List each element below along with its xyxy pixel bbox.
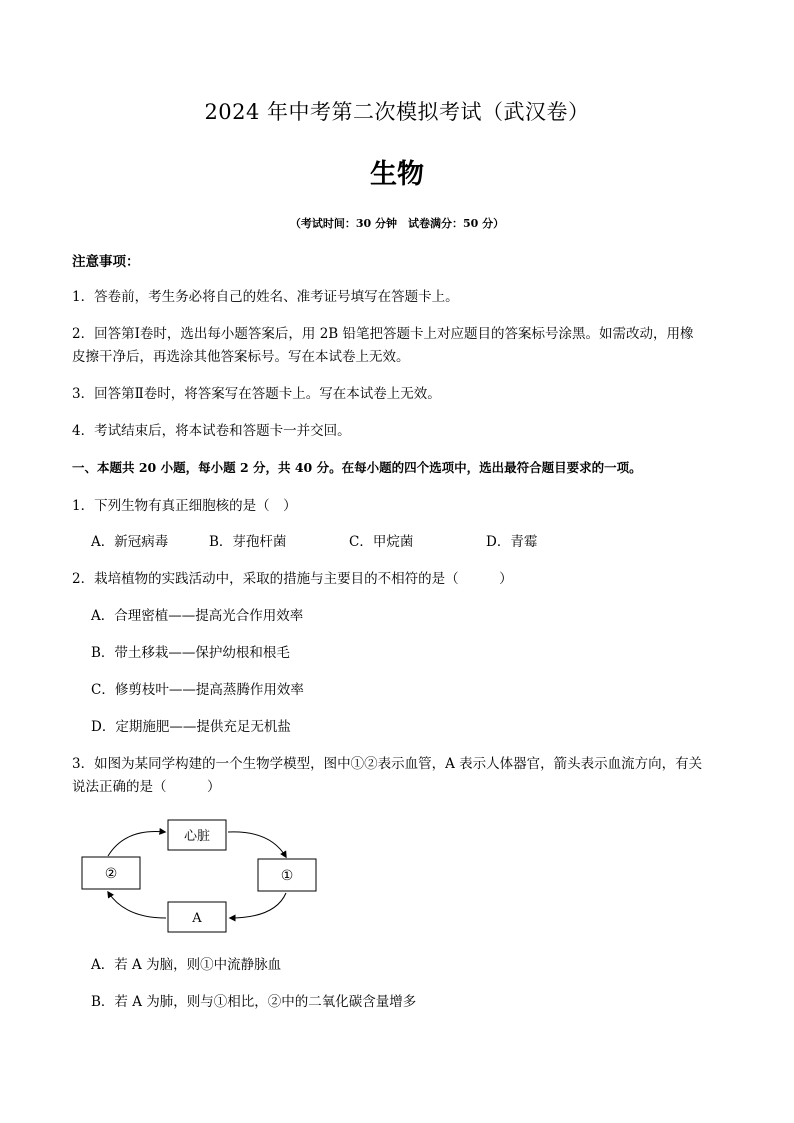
q1-stem: 1．下列生物有真正细胞核的是（ ） [72,498,297,514]
organ-a-label: A [192,911,202,926]
q3-stem-line2: 说法正确的是（ ） [72,779,221,795]
vessel-2-label: ② [104,866,118,882]
q2-option-b: B．带土移栽——保护幼根和根毛 [91,645,290,661]
q3-option-a: A．若 A 为脑，则①中流静脉血 [91,957,282,973]
note-item-2-cont: 皮擦干净后，再选涂其他答案标号。写在本试卷上无效。 [72,349,410,365]
q1-option-b: B．芽孢杆菌 [209,534,287,550]
q2-option-a: A．合理密植——提高光合作用效率 [91,608,304,624]
note-item-1: 1．答卷前，考生务必将自己的姓名、准考证号填写在答题卡上。 [72,289,459,305]
vessel-1-label: ① [280,868,294,884]
q2-option-c: C．修剪枝叶——提高蒸腾作用效率 [91,682,304,698]
arrow-vessel2-to-heart [108,832,165,857]
heart-label: 心脏 [183,829,211,844]
section-one-heading: 一、本题共 20 小题，每小题 2 分，共 40 分。在每小题的四个选项中，选出最符合题目要求的一项。 [72,460,642,475]
notes-heading: 注意事项： [72,254,140,270]
note-item-4: 4．考试结束后，将本试卷和答题卡一并交回。 [72,423,351,439]
q1-option-c: C．甲烷菌 [349,534,414,550]
exam-time-note: （考试时间：30 分钟 试卷满分：50 分） [289,217,505,230]
exam-title: 2024 年中考第二次模拟考试（武汉卷） [204,100,590,124]
q1-option-d: D．青霉 [486,534,538,550]
subject-title: 生物 [370,159,424,190]
arrow-heart-to-vessel1 [228,832,286,857]
arrow-organ-to-vessel2 [108,892,166,918]
q2-stem: 2．栽培植物的实践活动中，采取的措施与主要目的不相符的是（ ） [72,571,513,587]
note-item-2: 2．回答第Ⅰ卷时，选出每小题答案后，用 2B 铅笔把答题卡上对应题目的答案标号涂黑。如需改动，用橡 [72,326,694,342]
circulation-diagram [80,818,330,938]
q1-option-a: A．新冠病毒 [91,534,169,550]
q3-stem-line1: 3．如图为某同学构建的一个生物学模型，图中①②表示血管，A 表示人体器官，箭头表示血流方向，有关 [72,756,703,772]
note-item-3: 3．回答第Ⅱ卷时，将答案写在答题卡上。写在本试卷上无效。 [72,386,441,402]
q3-option-b: B．若 A 为肺，则与①相比，②中的二氧化碳含量增多 [91,994,417,1010]
arrow-vessel1-to-organ [230,893,286,918]
q2-option-d: D．定期施肥——提供充足无机盐 [91,719,291,735]
